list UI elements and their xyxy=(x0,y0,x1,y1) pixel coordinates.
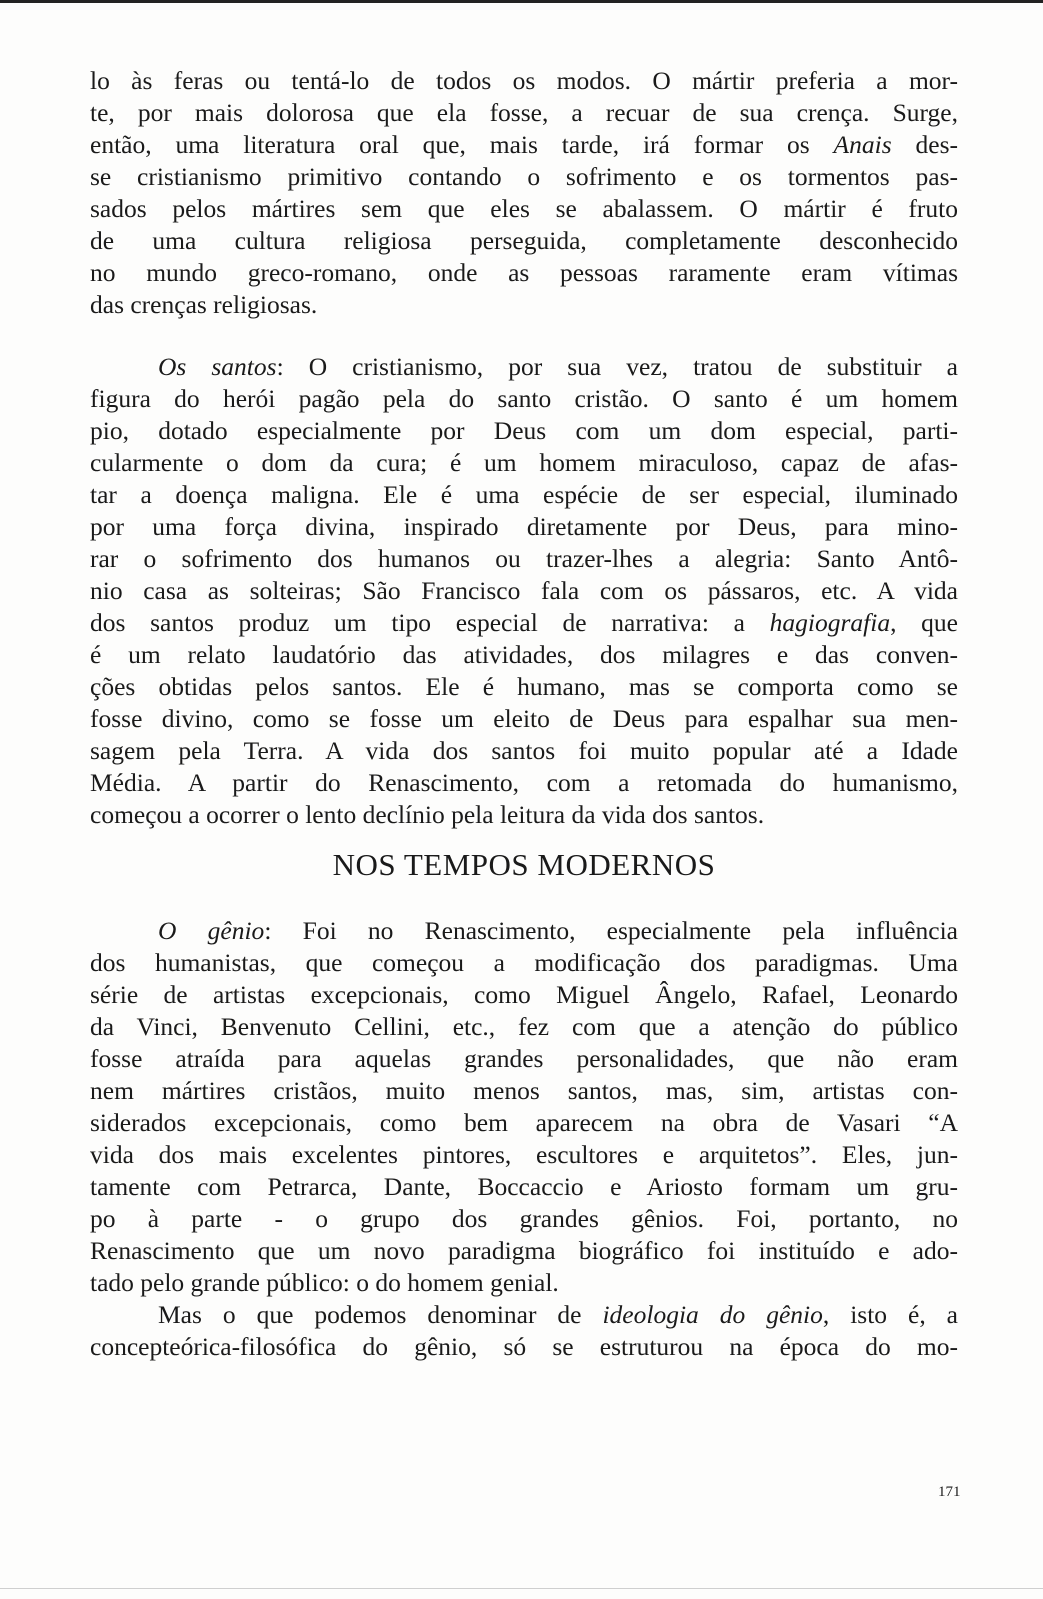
italic-term: Anais xyxy=(833,130,892,159)
text-line: siderados excepcionais, como bem aparecem na obra de Vasari “A xyxy=(90,1108,958,1137)
paragraph-2 xyxy=(90,351,958,831)
text-line: cularmente o dom da cura; é um homem miraculoso, capaz de afas- xyxy=(90,448,958,477)
text-line: por uma força divina, inspirado diretamente por Deus, para mino- xyxy=(90,512,958,541)
text-line: pio, dotado especialmente por Deus com um dom especial, parti- xyxy=(90,416,958,445)
text-line xyxy=(90,1299,958,1331)
paragraph-4 xyxy=(90,1299,958,1363)
text-line: tamente com Petrarca, Dante, Boccaccio e Ariosto formam um gru- xyxy=(90,1172,958,1201)
text-line: no mundo greco-romano, onde as pessoas raramente eram vítimas xyxy=(90,258,958,287)
text-line: das crenças religiosas. xyxy=(90,290,318,319)
text-line xyxy=(90,607,958,639)
text-line: começou a ocorrer o lento declínio pela leitura da vida dos santos. xyxy=(90,800,765,829)
text-line: ções obtidas pelos santos. Ele é humano, mas se comporta como se xyxy=(90,672,958,701)
text-line xyxy=(90,915,958,947)
text-line xyxy=(90,351,958,383)
text-line: figura do herói pagão pela do santo cristão. O santo é um homem xyxy=(90,384,958,413)
text-line: lo às feras ou tentá-lo de todos os modos. O mártir preferia a mor- xyxy=(90,66,958,95)
paragraph-1 xyxy=(90,65,958,321)
italic-term: ideologia do gênio xyxy=(602,1300,823,1329)
text-line: sados pelos mártires sem que eles se abalassem. O mártir é fruto xyxy=(90,194,958,223)
text-fragment: : O cristianismo, por sua vez, tratou de substituir a xyxy=(276,352,958,381)
text-line: da Vinci, Benvenuto Cellini, etc., fez com que a atenção do público xyxy=(90,1012,958,1041)
text-fragment: , isto é, a xyxy=(822,1300,958,1329)
text-line: fosse atraída para aquelas grandes personalidades, que não eram xyxy=(90,1044,958,1073)
paragraph-3 xyxy=(90,915,958,1299)
text-line: Média. A partir do Renascimento, com a retomada do humanismo, xyxy=(90,768,958,797)
text-line: se cristianismo primitivo contando o sofrimento e os tormentos pas- xyxy=(90,162,958,191)
text-line: sagem pela Terra. A vida dos santos foi muito popular até a Idade xyxy=(90,736,958,765)
text-line: nio casa as solteiras; São Francisco fala com os pássaros, etc. A vida xyxy=(90,576,958,605)
text-fragment: dos santos produz um tipo especial de narrativa: a xyxy=(90,608,770,637)
text-fragment: des- xyxy=(891,130,958,159)
section-heading: NOS TEMPOS MODERNOS xyxy=(332,847,716,882)
text-line: nem mártires cristãos, muito menos santos, mas, sim, artistas con- xyxy=(90,1076,958,1105)
italic-term: Os santos xyxy=(158,352,277,381)
text-column xyxy=(90,65,958,1363)
text-fragment: então, uma literatura oral que, mais tarde, irá formar os xyxy=(90,130,834,159)
page-number: 171 xyxy=(938,1484,961,1500)
text-line: série de artistas excepcionais, como Miguel Ângelo, Rafael, Leonardo xyxy=(90,980,958,1009)
text-line: fosse divino, como se fosse um eleito de Deus para espalhar sua men- xyxy=(90,704,958,733)
paragraph-spacer xyxy=(90,321,958,351)
italic-term: O gênio xyxy=(158,916,265,945)
text-fragment: , que xyxy=(890,608,958,637)
text-line: tado pelo grande público: o do homem genial. xyxy=(90,1268,559,1297)
text-line: te, por mais dolorosa que ela fosse, a recuar de sua crença. Surge, xyxy=(90,98,958,127)
text-line: de uma cultura religiosa perseguida, completamente desconhecido xyxy=(90,226,958,255)
text-line: é um relato laudatório das atividades, dos milagres e das conven- xyxy=(90,640,958,669)
text-line: tar a doença maligna. Ele é uma espécie de ser especial, iluminado xyxy=(90,480,958,509)
text-line: Renascimento que um novo paradigma biográfico foi instituído e ado- xyxy=(90,1236,958,1265)
italic-term: hagiografia xyxy=(769,608,891,637)
text-fragment: Mas o que podemos denominar de xyxy=(158,1300,603,1329)
text-line: po à parte - o grupo dos grandes gênios. Foi, portanto, no xyxy=(90,1204,958,1233)
text-fragment: : Foi no Renascimento, especialmente pela influência xyxy=(264,916,958,945)
text-line: rar o sofrimento dos humanos ou trazer-lhes a alegria: Santo Antô- xyxy=(90,544,958,573)
text-line: dos humanistas, que começou a modificação dos paradigmas. Uma xyxy=(90,948,958,977)
bottom-divider xyxy=(0,1588,1043,1589)
text-line: vida dos mais excelentes pintores, escultores e arquitetos”. Eles, jun- xyxy=(90,1140,958,1169)
text-line xyxy=(90,129,958,161)
text-line: concepteórica-filosófica do gênio, só se estruturou na época do mo- xyxy=(90,1332,958,1361)
